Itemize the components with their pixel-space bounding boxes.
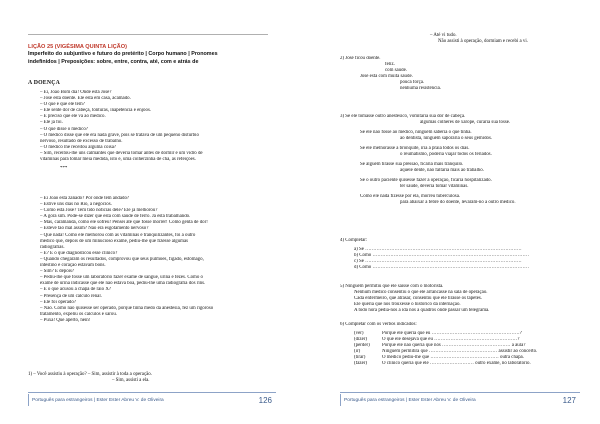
right-page bbox=[300, 0, 600, 424]
dialog-line: – Esteve tão mal assim? Não era esgotamento nervoso? bbox=[40, 226, 149, 232]
verb-hint: (dizer) bbox=[354, 337, 368, 342]
dialog-line: – Não. Como não quisesse ser operado, porque tinha medo da anestesia, fez um rigoroso bbox=[40, 305, 214, 311]
dialog-line: – O médico lhe receitou alguma coisa? bbox=[40, 144, 117, 150]
dialog-line: nervoso, resultado de excesso de trabalho. bbox=[40, 138, 123, 144]
dialog-line: – Quando chegaram os resultados, comprovou que seus pulmões, fígado, estômago, bbox=[40, 256, 204, 262]
dialog-line: exame de urina indicasse que ele não estava boa, pediu-lhe uma radiografia dos rins. bbox=[40, 281, 206, 287]
fill-in-line[interactable]: d) Como …………………………………………………………………………………… bbox=[354, 265, 529, 270]
dialog-line: – Ei, João Bom dia! Onde está José? bbox=[40, 90, 112, 95]
exercise-line: 3) Se ele tomasse outro anestésico, vomitaria sua dor de cabeça. bbox=[340, 114, 466, 119]
exercise-1-continued bbox=[430, 33, 528, 45]
exercise-2 bbox=[340, 56, 590, 92]
fill-in-line[interactable]: Porque ele queria que eu ………………………………………………? bbox=[382, 331, 522, 336]
fill-in-line[interactable]: O médico pediu-lhe que …………………………………… outra chapa. bbox=[382, 355, 524, 360]
dialog-line: – A gora sim. Pode-se dizer que está com saúde de ferro. Já está trabalhando. bbox=[40, 214, 191, 220]
page-number: 127 bbox=[562, 396, 576, 405]
dialog-line: – Ei João está zanado? Por onde tem andado? bbox=[40, 196, 130, 201]
exercise-line: 2) José ficou doente. bbox=[340, 56, 381, 61]
exercise-line: Se ele melhorasse a bronquite, iria à praia todos os dias. bbox=[360, 146, 470, 151]
answer-line: Não assisti à operação, dormiam e recebi a vi. bbox=[438, 39, 528, 44]
verb-hint: (tirar) bbox=[354, 355, 366, 360]
dialog-line: – Ele sente dor de cabeça, tonturas, inapetência e enjôos. bbox=[40, 108, 152, 114]
exercise-line: para abaixar a febre do doente, levaram-no a outro médico. bbox=[400, 200, 516, 205]
dialog-line: – Pediu-lhe que fosse um laboratório fazer exame de sangue, urina e fezes. Como o bbox=[40, 275, 203, 281]
dialog-line: – É preciso que ele vá ao médico. bbox=[40, 114, 106, 120]
dialog-line: – Sim, receitou-lhe uns calmantes que deveria tomar antes de dormir e um vidro de bbox=[40, 150, 203, 156]
fill-in-line[interactable]: Porque ele não queria que nós …………………………………… a aula? bbox=[382, 343, 526, 348]
page-number: 126 bbox=[258, 396, 272, 405]
dialog-line: radiografias. bbox=[40, 244, 65, 250]
exercise-line: com saúde. bbox=[385, 68, 408, 73]
verb-hint: (fazer) bbox=[354, 361, 368, 366]
dialog-line: – O que é que ele tem? bbox=[40, 102, 85, 108]
fill-in-line[interactable]: a) Se …………………………………………………………………………………… bbox=[354, 247, 522, 252]
exercise-6 bbox=[340, 322, 590, 367]
verb-hint: (ir) bbox=[354, 349, 361, 354]
fill-in-line[interactable]: b) Como …………………………………………………………………………………… bbox=[354, 253, 529, 258]
separator: *** bbox=[60, 166, 68, 172]
top-rule bbox=[28, 34, 268, 35]
section-heading: A DOENÇA bbox=[28, 80, 61, 86]
dialog-line: – O que disse o médico? bbox=[40, 126, 88, 132]
exercise-line: A todo hora pedia-nos a ida nos a quadros onde passar um telegrama. bbox=[354, 308, 490, 313]
exercise-line: Se o outro paciente quisesse fazer a operação, ficaria hospitalizado. bbox=[360, 178, 492, 183]
exercise-1-line: 1) – Você assistiu à operação? – Sim, assistir à toda a operação. bbox=[28, 372, 152, 377]
exercise-line: nenhuma resistência. bbox=[400, 86, 442, 91]
fill-in-line[interactable]: O que ele desejava que eu ……………………………………………? bbox=[382, 337, 520, 342]
dialog-line: – E o que acusou a chapa de raio X? bbox=[40, 287, 112, 293]
exercise-4 bbox=[340, 238, 590, 271]
exercise-line: feliz. bbox=[385, 62, 395, 67]
exercise-3 bbox=[340, 114, 590, 206]
exercise-line: ao dentista, ninguém saporaria o seus gemidos. bbox=[400, 136, 493, 141]
dialog-line: intestino e coração estavam bons. bbox=[40, 263, 106, 269]
dialog-line: – E? E o que diagnosticou esse clínico? bbox=[40, 250, 118, 256]
exercise-1-line: – Sim, assisti a ela. bbox=[112, 378, 150, 383]
dialog-line: – Sim? E depois? bbox=[40, 269, 75, 275]
fill-in-line[interactable]: c) Se …………………………………………………………………………………… bbox=[354, 259, 522, 264]
exercise-line: 5) Ninguém permitiu que ele saísse com o motorista. bbox=[340, 284, 444, 289]
exercise-line: aquele dente, não faltaria mais ao trabalho. bbox=[400, 168, 484, 173]
answer-line: – Até vi tudo. bbox=[430, 33, 457, 38]
page-footer bbox=[340, 392, 580, 408]
dialog-line: – Estive uns dias no Rio, a negócios. bbox=[40, 202, 112, 208]
fill-in-line[interactable]: Ninguém permitira que …………………………………… assistir ao concerto. bbox=[382, 349, 538, 354]
footer-text: Português para estrangeiros | Ester Ester Abreu V. de Oliveira bbox=[32, 398, 164, 403]
page-footer bbox=[28, 392, 276, 408]
dialog-line: médico que, depois de um minucioso exame, pediu-lhe que fizesse algumas bbox=[40, 238, 189, 244]
lesson-title: LIÇÃO 25 (VIGÉSIMA QUINTA LIÇÃO) bbox=[28, 44, 127, 50]
exercise-line: Como ele nada fizesse por ela, morreu tuberculosa. bbox=[360, 194, 461, 199]
dialog-line: – José está doente. Ele está em casa, acamado. bbox=[40, 96, 131, 102]
dialog-line: – Como está José? Tem tido notícias dele? Ele já melhorou? bbox=[40, 208, 158, 214]
exercise-5 bbox=[340, 284, 590, 314]
exercise-line: algumas colheres de xarope, curaria sua tosse. bbox=[420, 120, 511, 125]
exercise-line: José está com muita saúde. bbox=[360, 74, 413, 79]
dialog-2 bbox=[40, 196, 280, 324]
exercise-line: Se alguém tirasse sua pressão, ficaria mais tranquilo. bbox=[360, 162, 464, 167]
lesson-header bbox=[28, 44, 278, 66]
dialog-line: – O médico disse que ele era nada grave, pois se tratava de um pequeno distúrbio bbox=[40, 132, 199, 138]
exercise-title: 6) Completar com os verbos indicados: bbox=[340, 322, 417, 327]
exercise-line: ter saúde, deveria tomar vitaminas. bbox=[400, 184, 469, 189]
footer-text: Português para estrangeiros | Ester Ester Abreu V. de Oliveira bbox=[344, 398, 476, 403]
fill-in-line[interactable]: O clínico queria que ele ……………………… outro exame, no laboratório. bbox=[382, 361, 531, 366]
exercise-title: 4) Completar: bbox=[340, 238, 368, 243]
exercise-line: Cada enfermeiro, que atrasar, consentiu que ele tirasse os tapetes. bbox=[354, 296, 482, 301]
lesson-subtitle-1: Imperfeito do subjuntivo e futuro do pretérito | Corpo humano | Pronomes bbox=[28, 51, 218, 57]
dialog-1 bbox=[40, 90, 280, 172]
exercise-line: pouca força. bbox=[400, 80, 425, 85]
exercise-line: Se ele não fosse ao médico, ninguém saberia o que tinha. bbox=[360, 130, 472, 135]
dialog-line: – Mas, caramanda, como ele sofreu! Pensei até que fosse morrer! Como genta de dor! bbox=[40, 220, 208, 226]
exercise-line: Ele queria que nos trouxesse o histórico da internação. bbox=[354, 302, 461, 307]
dialog-line: vitaminas para tomar meia medida, isto é, uma colherzinha de chá, às refeições. bbox=[40, 157, 196, 163]
dialog-line: – Ele foi operado? bbox=[40, 299, 76, 305]
lesson-subtitle-2: indefinidos | Preposições: sobre, entre, contra, até, com e atrás de bbox=[28, 59, 199, 65]
exercise-1 bbox=[28, 372, 152, 384]
exercise-line: Nenhum médico consentiu o que ele arrancasse na sala de operação. bbox=[354, 290, 488, 295]
dialog-line: tratamento, expeliu os cálculos e sarou. bbox=[40, 311, 118, 317]
dialog-line: – Puxa! Que aperto, hein! bbox=[40, 317, 91, 323]
dialog-line: – Presença de um cálculo renal. bbox=[40, 293, 102, 299]
conjugation-row bbox=[340, 361, 590, 367]
dialog-line: – Que nada! Como ele melhorou com as vitaminas e tranqüilizantes, foi a outro bbox=[40, 232, 196, 238]
dialog-line: – Ele já foi. bbox=[40, 120, 63, 126]
exercise-line: o reumatismo, poderia viajar todos os feriados. bbox=[400, 152, 492, 157]
verb-hint: (ver) bbox=[354, 331, 364, 336]
verb-hint: (perder) bbox=[354, 343, 370, 348]
